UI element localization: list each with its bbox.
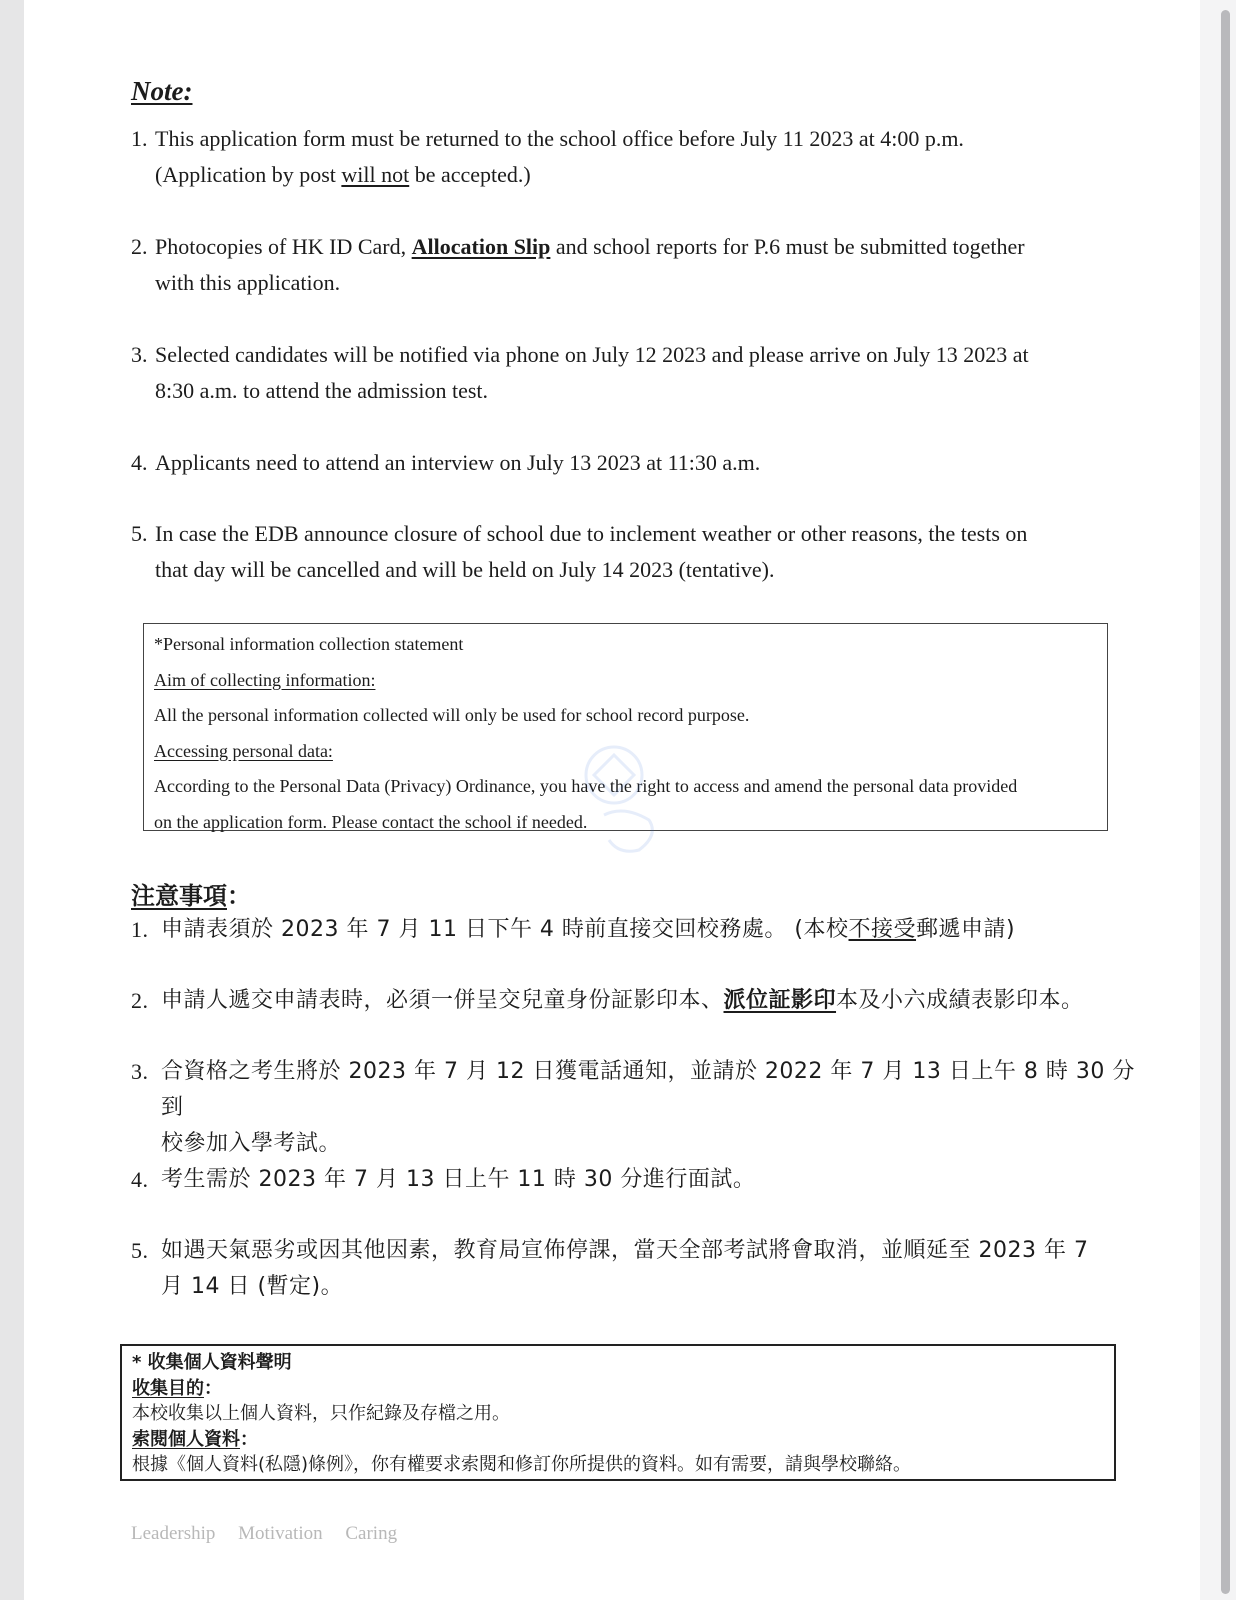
item-number: 4. bbox=[131, 450, 148, 475]
emphasis-not-accept: 不接受 bbox=[848, 917, 917, 942]
note-item-2 bbox=[131, 229, 1131, 301]
privacy-access-text-line2: on the application form. Please contact the school if needed. bbox=[154, 811, 588, 832]
zh-note-item-3 bbox=[131, 1054, 1141, 1162]
note-heading: Note: bbox=[131, 76, 193, 106]
item-number: 5. bbox=[131, 521, 148, 546]
scrollbar-thumb[interactable] bbox=[1221, 10, 1230, 1594]
item-text-line2: 校參加入學考試。 bbox=[161, 1131, 342, 1156]
item-text: Photocopies of HK ID Card, Allocation Slip and school reports for P.6 must be submitted together bbox=[155, 234, 1025, 259]
item-number: 4. bbox=[131, 1167, 149, 1192]
watermark-logo-icon bbox=[564, 735, 684, 865]
privacy-title: *Personal information collection statement bbox=[154, 634, 464, 654]
motto-word: Leadership bbox=[131, 1523, 216, 1544]
note-item-1 bbox=[131, 121, 1131, 193]
item-number: 3. bbox=[131, 342, 148, 367]
item-text: 申請表須於 2023 年 7 月 11 日下午 4 時前直接交回校務處。 (本校不接受郵遞申請) bbox=[161, 917, 1016, 942]
privacy-title-zh: * 收集個人資料聲明 bbox=[132, 1352, 292, 1373]
item-text-line2: (Application by post will not be accepted.) bbox=[155, 162, 531, 187]
item-text: Applicants need to attend an interview on July 13 2023 at 11:30 a.m. bbox=[155, 450, 761, 475]
privacy-access-text: According to the Personal Data (Privacy) Ordinance, you have the right to access and amend the personal data provided bbox=[154, 776, 1018, 796]
item-text-line2: that day will be cancelled and will be held on July 14 2023 (tentative). bbox=[155, 557, 775, 582]
privacy-aim-heading: Aim of collecting information: bbox=[154, 669, 376, 690]
item-text: 申請人遞交申請表時，必須一併呈交兒童身份証影印本、派位証影印本及小六成績表影印本。 bbox=[161, 988, 1084, 1013]
zh-note-item-4 bbox=[131, 1162, 1141, 1198]
motto-word: Motivation bbox=[238, 1523, 323, 1544]
item-text: In case the EDB announce closure of school due to inclement weather or other reasons, the tests on bbox=[155, 521, 1028, 546]
item-text: This application form must be returned to the school office before July 11 2023 at 4:00 p.m. bbox=[155, 126, 964, 151]
document-page bbox=[24, 0, 1200, 1600]
item-text-line2: 8:30 a.m. to attend the admission test. bbox=[155, 378, 489, 403]
note-item-4 bbox=[131, 445, 1131, 481]
item-text-line2: with this application. bbox=[155, 270, 341, 295]
item-text: 合資格之考生將於 2023 年 7 月 12 日獲電話通知，並請於 2022 年 7 月 13 日上午 8 時 30 分到 bbox=[161, 1059, 1135, 1120]
privacy-aim-text-zh: 本校收集以上個人資料，只作紀錄及存檔之用。 bbox=[132, 1403, 510, 1424]
privacy-access-text-zh: 根據《個人資料(私隱)條例》，你有權要求索閱和修訂你所提供的資料。如有需要，請與學校聯絡。 bbox=[132, 1454, 912, 1475]
viewer-margin bbox=[0, 0, 24, 1600]
item-number: 1. bbox=[131, 126, 148, 151]
zh-note-item-2 bbox=[131, 983, 1141, 1019]
item-number: 2. bbox=[131, 988, 149, 1013]
school-motto bbox=[131, 1523, 415, 1545]
privacy-aim-text: All the personal information collected will only be used for school record purpose. bbox=[154, 705, 750, 725]
emphasis-will-not: will not bbox=[341, 162, 410, 187]
item-text: Selected candidates will be notified via phone on July 12 2023 and please arrive on July 13 2023 at bbox=[155, 342, 1029, 367]
item-text-line2: 月 14 日 (暫定)。 bbox=[161, 1274, 344, 1299]
note-item-5 bbox=[131, 516, 1131, 588]
privacy-access-heading: Accessing personal data: bbox=[154, 740, 333, 761]
privacy-access-heading-zh: 索閱個人資料： bbox=[132, 1428, 258, 1450]
zh-note-heading: 注意事項： bbox=[131, 882, 251, 910]
item-text: 考生需於 2023 年 7 月 13 日上午 11 時 30 分進行面試。 bbox=[161, 1167, 756, 1192]
item-text: 如遇天氣惡劣或因其他因素，教育局宣佈停課，當天全部考試將會取消，並順延至 2023 年 7 bbox=[161, 1238, 1089, 1263]
item-number: 5. bbox=[131, 1238, 149, 1263]
privacy-statement-zh bbox=[120, 1344, 1116, 1481]
item-number: 1. bbox=[131, 917, 149, 942]
note-item-3 bbox=[131, 337, 1131, 409]
item-number: 2. bbox=[131, 234, 148, 259]
zh-note-item-1 bbox=[131, 912, 1141, 948]
privacy-aim-heading-zh: 收集目的： bbox=[132, 1377, 222, 1399]
scrollbar-track[interactable] bbox=[1200, 0, 1236, 1600]
item-number: 3. bbox=[131, 1059, 149, 1084]
zh-note-item-5 bbox=[131, 1233, 1141, 1305]
emphasis-allocation-slip: Allocation Slip bbox=[411, 234, 551, 259]
motto-word: Caring bbox=[345, 1523, 398, 1544]
emphasis-allocation-slip-zh: 派位証影印 bbox=[723, 988, 837, 1013]
